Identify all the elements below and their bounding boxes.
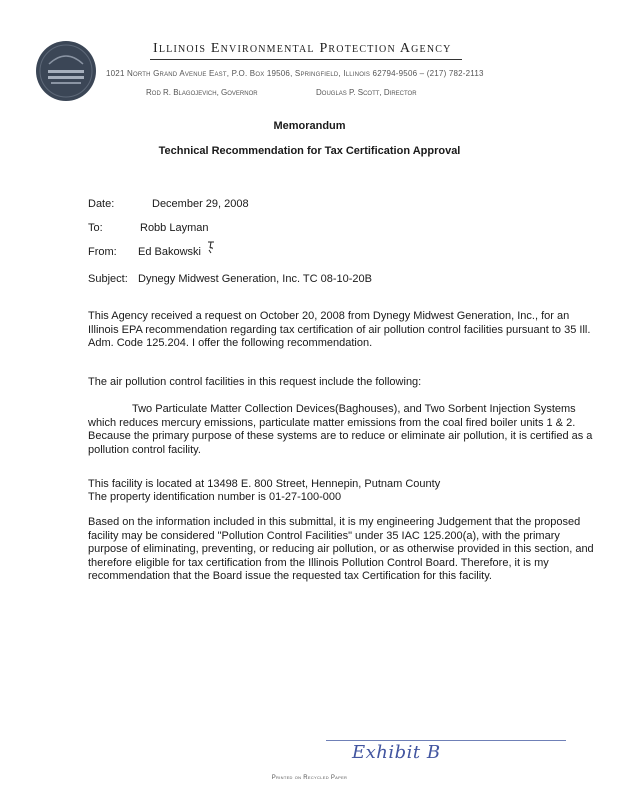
- to-label: To:: [88, 222, 103, 234]
- memo-subtitle: Technical Recommendation for Tax Certification Approval: [158, 145, 461, 157]
- memo-title: Memorandum: [273, 120, 346, 132]
- property-id: The property identification number is 01-27-100-000: [88, 491, 342, 503]
- agency-address: 1021 North Grand Avenue East, P.O. Box 19506, Springfield, Illinois 62794-9506 – (217) 782-2113: [106, 69, 484, 78]
- exhibit-underline: [326, 740, 566, 741]
- agency-name: Illinois Environmental Protection Agency: [153, 41, 452, 56]
- facility-location: This facility is located at 13498 E. 800 Street, Hennepin, Putnam County: [88, 478, 441, 490]
- director-name: Douglas P. Scott, Director: [316, 88, 417, 97]
- date-value: December 29, 2008: [152, 198, 249, 210]
- paragraph-facilities-intro: The air pollution control facilities in this request include the following:: [88, 376, 422, 388]
- footer-recycled-paper: Printed on Recycled Paper: [271, 775, 348, 781]
- letterhead-divider: [150, 59, 462, 60]
- paragraph-request: This Agency received a request on October 20, 2008 from Dynegy Midwest Generation, Inc., for an Illinois EPA recommendation regarding tax certification of air pollution control facilities pursuant to 35 Ill. Adm. Code 125.204. I offer the following recommendation.: [88, 310, 591, 350]
- governor-name: Rod R. Blagojevich, Governor: [146, 88, 258, 97]
- date-label: Date:: [88, 198, 115, 210]
- exhibit-annotation: Exhibit B: [352, 742, 441, 763]
- to-value: Robb Layman: [140, 222, 209, 234]
- subject-value: Dynegy Midwest Generation, Inc. TC 08-10-20B: [138, 273, 372, 285]
- agency-seal-logo: [35, 40, 97, 102]
- from-label: From:: [88, 246, 117, 258]
- paragraph-facilities-description: Two Particulate Matter Collection Devices(Baghouses), and Two Sorbent Injection Systems which reduces mercury emissions, particulate matter emissions from the coal fired boiler units 1 & 2. Because the primary purpose of these systems are to reduce or eliminate air pollution, it is certified as a pollution control facility.: [88, 403, 593, 456]
- paragraph-recommendation: Based on the information included in this submittal, it is my engineering Judgement that the proposed facility may be considered "Pollution Control Facilities" under 35 IAC 125.200(a), with the primary purpose of eliminating, preventing, or reducing air pollution, or as otherwise provided in this section, and therefore eligible for tax certification from the Illinois Pollution Control Board. Therefore, it is my recommendation that the Board issue the requested tax Certification for this facility.: [88, 516, 594, 583]
- subject-label: Subject:: [88, 273, 128, 285]
- initials-mark: [206, 240, 216, 254]
- from-value: Ed Bakowski: [138, 246, 201, 258]
